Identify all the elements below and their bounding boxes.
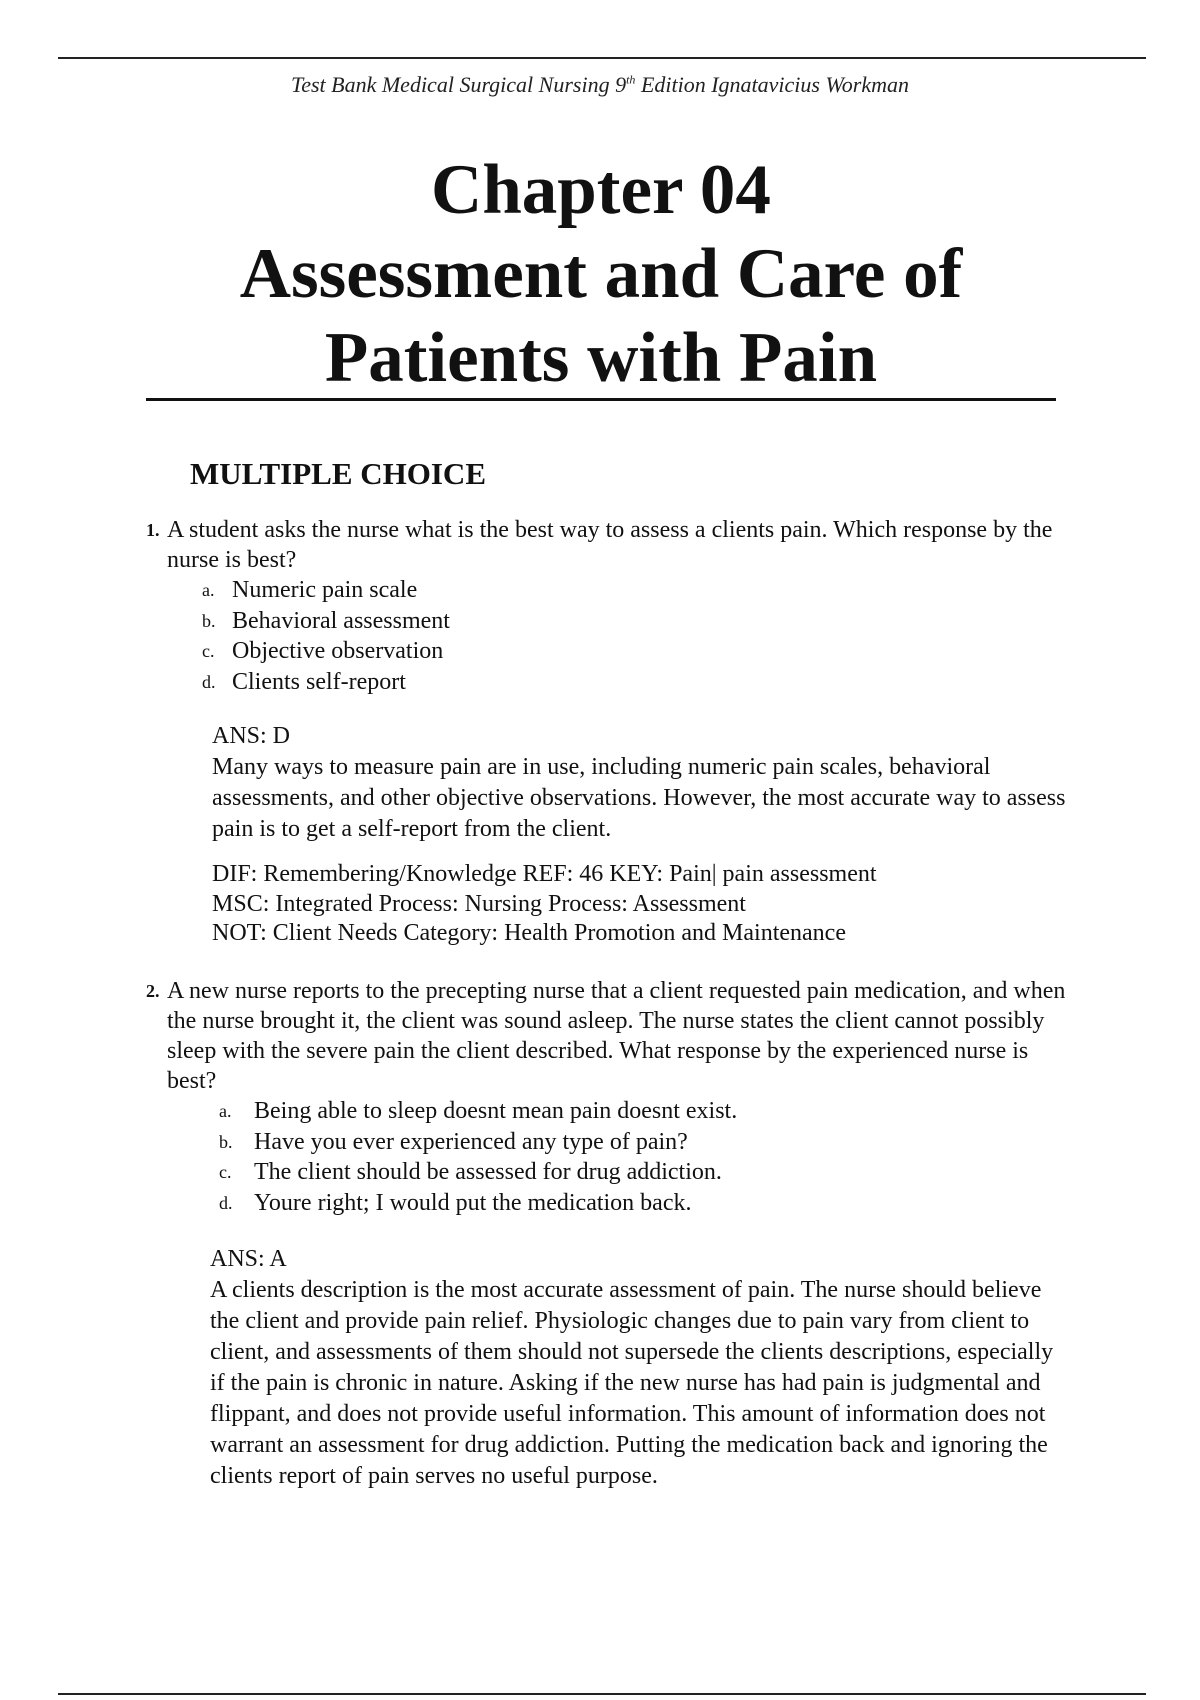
choice-c — [219, 1157, 1066, 1188]
choice-a — [219, 1096, 1066, 1127]
choice-text: Behavioral assessment — [232, 607, 450, 634]
running-header-text: Test Bank Medical Surgical Nursing 9 — [291, 72, 627, 97]
choice-letter: a. — [219, 1101, 232, 1121]
rationale: Many ways to measure pain are in use, including numeric pain scales, behavioral assessments, and other objective observations. However, the most accurate way to assess pain is to get a self-report from the client. — [212, 754, 1066, 842]
section-heading: MULTIPLE CHOICE — [190, 456, 486, 491]
choice-c — [202, 636, 1066, 667]
rationale: A clients description is the most accurate assessment of pain. The nurse should believe the client and provide pain relief. Physiologic changes due to pain vary from client to client, and assessments of them should not supersede the clients descriptions, especially if the pain is chronic in nature. Asking if the new nurse has had pain is judgmental and flippant, and does not provide useful information. This amount of information does not warrant an assessment for drug addiction. Putting the medication back and ignoring the clients report of pain serves no useful purpose. — [210, 1277, 1054, 1489]
meta-msc: MSC: Integrated Process: Nursing Process: Assessment — [212, 890, 746, 917]
choice-text: Numeric pain scale — [232, 577, 418, 603]
question-1 — [146, 515, 1066, 949]
choice-letter: d. — [219, 1192, 233, 1213]
choice-text: Youre right; I would put the medication back. — [254, 1189, 692, 1216]
choice-b — [202, 606, 1066, 637]
choice-letter: d. — [202, 671, 216, 692]
question-text: A student asks the nurse what is the best way to assess a clients pain. Which response by the nurse is best? — [167, 517, 1053, 573]
answer-choices — [202, 575, 1066, 697]
choice-a — [202, 575, 1066, 606]
answer-choices — [219, 1096, 1066, 1218]
running-header — [0, 72, 1200, 98]
choice-d — [219, 1188, 1066, 1219]
question-stem — [146, 515, 1066, 575]
choice-letter: b. — [202, 610, 216, 631]
question-2 — [146, 976, 1066, 1492]
question-stem — [146, 976, 1066, 1096]
choice-letter: a. — [202, 580, 215, 600]
choice-letter: b. — [219, 1131, 233, 1152]
question-metadata — [212, 860, 1066, 949]
choice-text: The client should be assessed for drug addiction. — [254, 1159, 722, 1185]
choice-letter: c. — [219, 1162, 232, 1182]
chapter-title-line-3: Patients with Pain — [324, 319, 878, 397]
answer-block — [212, 721, 1066, 949]
choice-text: Clients self-report — [232, 668, 406, 695]
answer-key: ANS: D — [212, 723, 291, 749]
edition-superscript: th — [626, 72, 636, 87]
question-number: 1. — [146, 520, 160, 540]
chapter-title-line-2: Assessment and Care of — [239, 235, 963, 313]
bottom-divider — [58, 1693, 1146, 1695]
choice-text: Being able to sleep doesnt mean pain doesnt exist. — [254, 1098, 738, 1124]
running-header-text-end: Edition Ignatavicius Workman — [635, 72, 909, 97]
title-divider — [146, 398, 1056, 401]
choice-letter: c. — [202, 641, 215, 661]
top-divider — [58, 57, 1146, 59]
meta-difficulty: DIF: Remembering/Knowledge REF: 46 KEY: Pain| pain assessment — [212, 861, 877, 887]
choice-text: Have you ever experienced any type of pain? — [254, 1128, 688, 1155]
chapter-title — [146, 148, 1056, 400]
choice-b — [219, 1127, 1066, 1158]
question-text: A new nurse reports to the precepting nurse that a client requested pain medication, and when the nurse brought it, the client was sound asleep. The nurse states the client cannot possibly sleep with the severe pain the client described. What response by the experienced nurse is best? — [167, 978, 1066, 1094]
meta-not: NOT: Client Needs Category: Health Promotion and Maintenance — [212, 920, 846, 946]
answer-key: ANS: A — [210, 1246, 287, 1272]
answer-block — [210, 1244, 1066, 1492]
question-number: 2. — [146, 981, 160, 1001]
chapter-number: Chapter 04 — [431, 151, 771, 229]
choice-d — [202, 667, 1066, 698]
choice-text: Objective observation — [232, 638, 444, 664]
